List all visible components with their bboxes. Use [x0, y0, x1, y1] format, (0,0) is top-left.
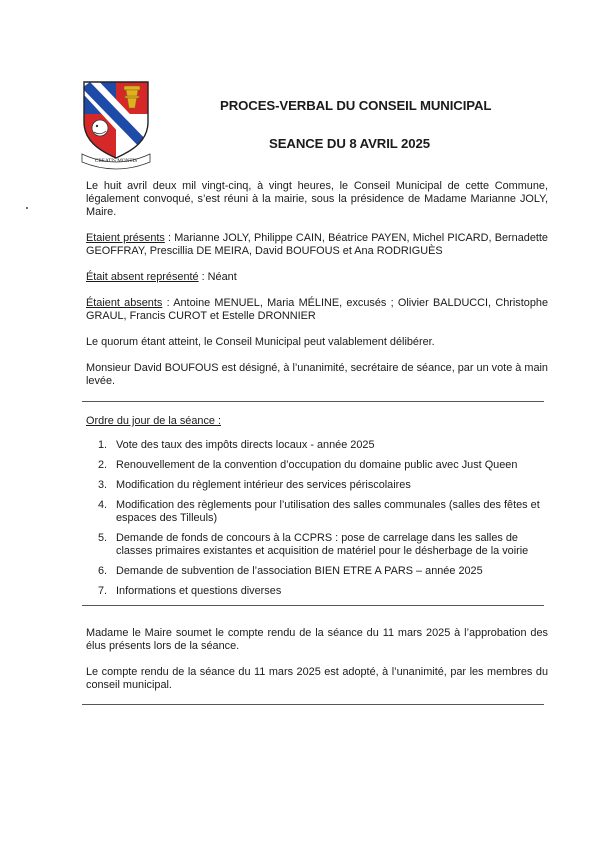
represented-value: : Néant: [198, 271, 237, 283]
scan-speck: [26, 207, 28, 209]
absent-label: Étaient absents: [86, 297, 163, 309]
agenda-item: 5. Demande de fonds de concours à la CCPRS : pose de carrelage dans les salles de classes primaires existantes et acquisition de matériel pour le désherbage de la voirie: [98, 532, 529, 557]
coat-of-arms-logo: [80, 78, 152, 170]
divider-middle: [82, 605, 544, 606]
present-label: Etaient présents: [86, 232, 165, 244]
present-paragraph: [86, 232, 548, 258]
session-date: SEANCE DU 8 AVRIL 2025: [269, 136, 430, 151]
agenda-item: 3. Modification du règlement intérieur des services périscolaires: [98, 479, 411, 491]
absent-list: : Antoine MENUEL, Maria MÉLINE, excusés ; Olivier BALDUCCI, Christophe GRAUL, Francis CUROT et Estelle DRONNIER: [86, 297, 549, 322]
agenda-item: 7. Informations et questions diverses: [98, 585, 282, 597]
intro-paragraph: Le huit avril deux mil vingt-cinq, à vingt heures, le Conseil Municipal de cette Commune, légalement convoqué, s’est réuni à la mairie, sous la présidence de Madame Marianne JOLY, Maire.: [86, 180, 548, 218]
approval-result-paragraph: Le compte rendu de la séance du 11 mars 2025 est adopté, à l’unanimité, par les membres du conseil municipal.: [86, 666, 548, 691]
represented-paragraph: [86, 271, 548, 284]
represented-label: Était absent représenté: [86, 271, 199, 283]
crest-motto: CREATIS MONTIS: [94, 158, 138, 164]
document-title: PROCES-VERBAL DU CONSEIL MUNICIPAL: [220, 98, 492, 113]
agenda-item: 2. Renouvellement de la convention d’occupation du domaine public avec Just Queen: [98, 459, 518, 471]
agenda-item: 6. Demande de subvention de l’association BIEN ETRE A PARS – année 2025: [98, 565, 483, 577]
agenda-list: [98, 439, 548, 605]
divider-top: [82, 401, 544, 402]
absent-paragraph: [86, 297, 548, 323]
agenda-item: 1. Vote des taux des impôts directs locaux - année 2025: [98, 439, 375, 451]
approval-request-paragraph: Madame le Maire soumet le compte rendu de la séance du 11 mars 2025 à l’approbation des élus présents lors de la séance.: [86, 627, 548, 652]
present-list: : Marianne JOLY, Philippe CAIN, Béatrice PAYEN, Michel PICARD, Bernadette GEOFFRAY, Prescillia DE MEIRA, David BOUFOUS et Ana RODRIGUÈS: [86, 232, 548, 257]
agenda-item: 4. Modification des règlements pour l’utilisation des salles communales (salles des fêtes et espaces des Tilleuls): [98, 499, 540, 524]
divider-bottom: [82, 704, 544, 705]
agenda-title: Ordre du jour de la séance :: [86, 415, 222, 427]
quorum-paragraph: Le quorum étant atteint, le Conseil Municipal peut valablement délibérer.: [86, 336, 435, 348]
secretary-paragraph: Monsieur David BOUFOUS est désigné, à l’unanimité, secrétaire de séance, par un vote à main levée.: [86, 362, 548, 387]
